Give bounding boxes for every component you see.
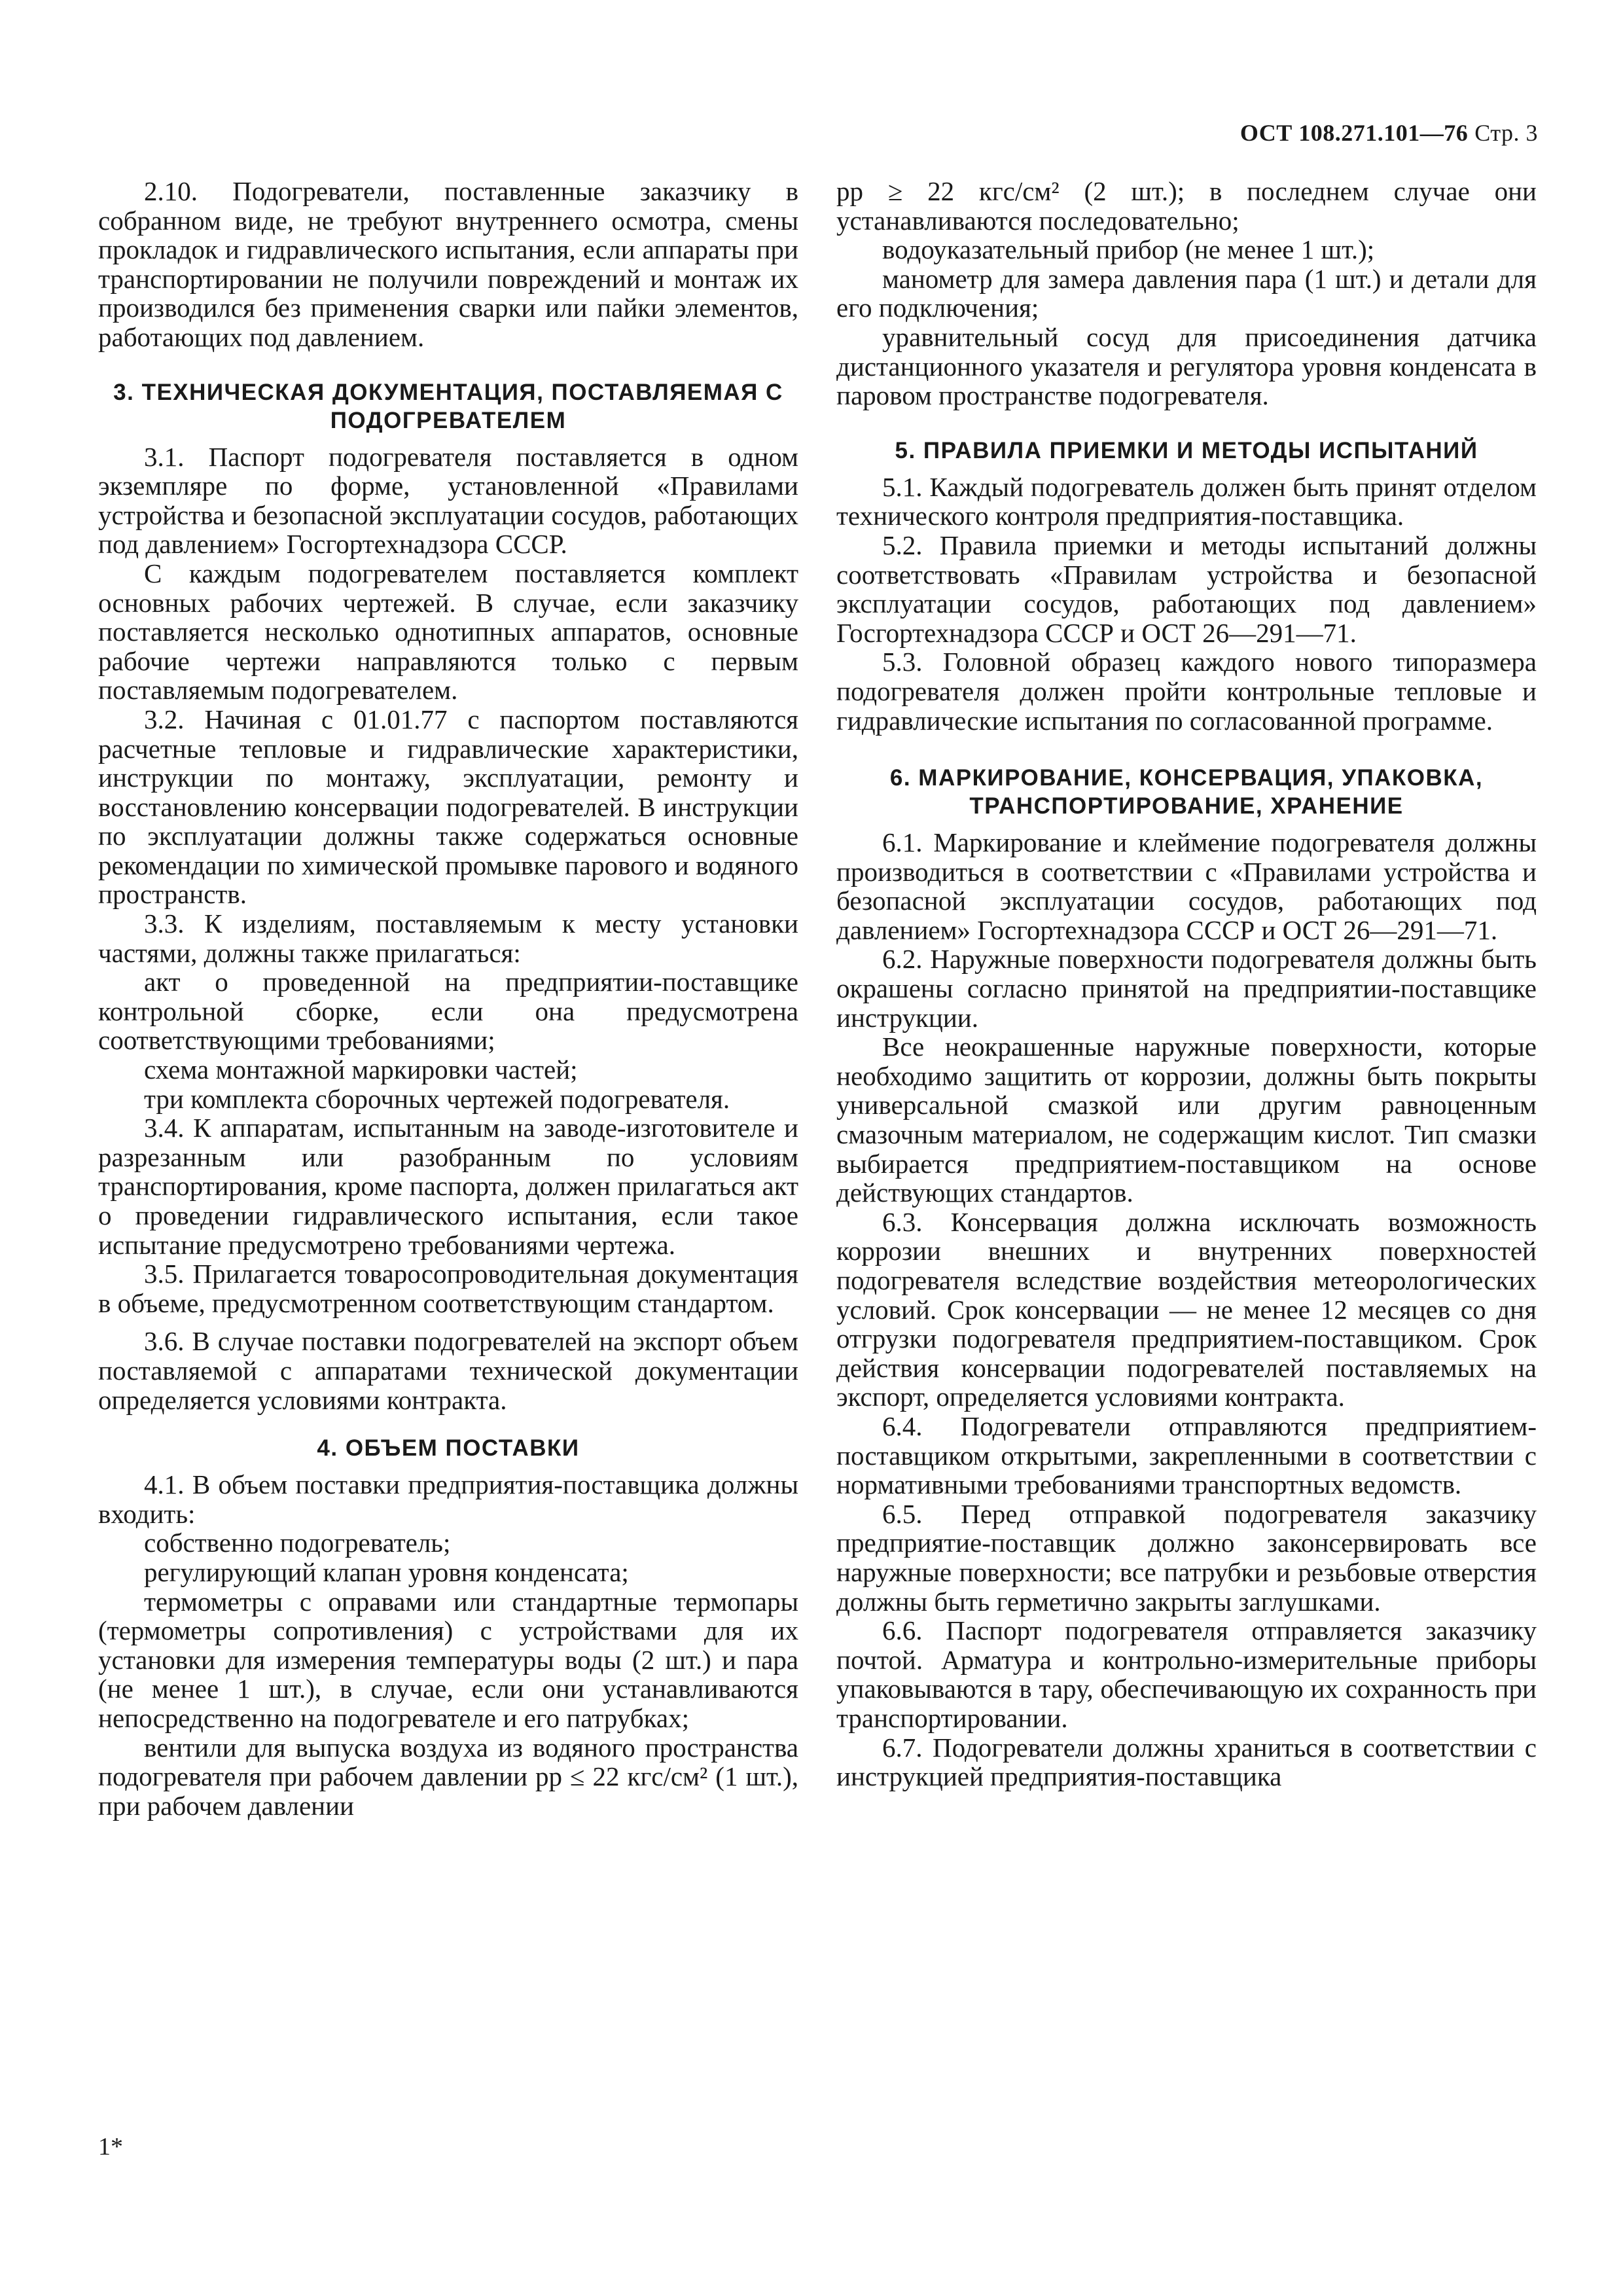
paragraph-3-5: 3.5. Прилагается товаросопроводительная документация в объеме, предусмотренном соответствующим стандартом. <box>98 1259 798 1318</box>
paragraph-2-10: 2.10. Подогреватели, поставленные заказчику в собранном виде, не требуют внутреннего осмотра, смены прокладок и гидравлического испытания, если аппараты при транспортировании не получили повреждений и монтаж их производился без применения сварки или пайки элементов, работающих под давлением. <box>98 176 798 352</box>
paragraph-6-1: 6.1. Маркирование и клеймение подогревателя должны производиться в соответствии с «Правилами устройства и безопасной эксплуатации сосудов, работающих под давлением» Госгортехнадзора СССР и ОСТ 26—291—71. <box>836 827 1537 945</box>
paragraph-3-3a: акт о проведенной на предприятии-поставщике контрольной сборке, если она предусмотрена соответствующими требованиями; <box>98 967 798 1056</box>
paragraph-3-1b: С каждым подогревателем поставляется комплект основных рабочих чертежей. В случае, если заказчику поставляется несколько однотипных аппаратов, основные рабочие чертежи направляются только с первым поставляемым подогревателем. <box>98 558 798 706</box>
paragraph-4-1: 4.1. В объем поставки предприятия-поставщика должны входить: <box>98 1469 798 1529</box>
section-5-heading: 5. ПРАВИЛА ПРИЕМКИ И МЕТОДЫ ИСПЫТАНИЙ <box>895 437 1478 463</box>
paragraph-3-4: 3.4. К аппаратам, испытанным на заводе-изготовителе и разрезанным или разобранным по условиям транспортирования, кроме паспорта, должен прилагаться акт о проведении гидравлического испытания, если такое испытание предусмотрено требованиями чертежа. <box>98 1113 798 1260</box>
paragraph-6-5: 6.5. Перед отправкой подогревателя заказчику предприятие-поставщик должно законсервировать все наружные поверхности; все патрубки и резьбовые отверстия должны быть герметично закрыты заглушками. <box>836 1498 1537 1617</box>
paragraph-3-3: 3.3. К изделиям, поставляемым к месту установки частями, должны также прилагаться: <box>98 908 798 968</box>
paragraph-5-3: 5.3. Головной образец каждого нового типоразмера подогревателя должен пройти контрольные тепловые и гидравлические испытания по согласованной программе. <box>836 647 1537 736</box>
page-header <box>1240 119 1538 147</box>
paragraph-4-1c: термометры с оправами или стандартные термопары (термометры сопротивления) с устройствами для их установки для измерения температуры воды (2 шт.) и пара (не менее 1 шт.), в случае, если они устанавливаются непосредственно на подогревателе и его патрубках; <box>98 1586 798 1733</box>
paragraph-3-2: 3.2. Начиная с 01.01.77 с паспортом поставляются расчетные тепловые и гидравлические характеристики, инструкции по монтажу, эксплуатации, ремонту и восстановлению консервации подогревателей. В инструкции по эксплуатации должны также содержаться основные рекомендации по химической промывке парового и водяного пространств. <box>98 704 798 910</box>
right-column <box>836 177 1537 1791</box>
paragraph-6-2: 6.2. Наружные поверхности подогревателя должны быть окрашены согласно принятой на предприятии-поставщике инструкции. <box>836 944 1537 1033</box>
paragraph-4-1d: вентили для выпуска воздуха из водяного пространства подогревателя при рабочем давлении pр ≤ 22 кгс/см² (1 шт.), при рабочем давлении <box>98 1732 798 1821</box>
paragraph-4-1a: собственно подогреватель; <box>144 1528 451 1558</box>
paragraph-6-2b: Все неокрашенные наружные поверхности, которые необходимо защитить от коррозии, должны быть покрыты универсальной смазкой или другим равноценным смазочным материалом, не содержащим кислот. Тип смазки выбирается предприятием-поставщиком на основе действующих стандартов. <box>836 1031 1537 1208</box>
paragraph-6-7: 6.7. Подогреватели должны храниться в соответствии с инструкцией предприятия-поставщика <box>836 1732 1537 1792</box>
section-4-heading: 4. ОБЪЕМ ПОСТАВКИ <box>317 1435 580 1462</box>
paragraph-6-3: 6.3. Консервация должна исключать возможность коррозии внешних и внутренних поверхностей подогревателя вследствие воздействия метеорологических условий. Срок консервации — не менее 12 месяцев со дня отгрузки подогревателя предприятием-поставщиком. Срок действия консервации подогревателей поставляемых на экспорт, определяется условиями контракта. <box>836 1206 1537 1412</box>
paragraph-5-2: 5.2. Правила приемки и методы испытаний должны соответствовать «Правилам устройства и безопасной эксплуатации сосудов, работающих под давлением» Госгортехнадзора СССР и ОСТ 26—291—71. <box>836 529 1537 648</box>
paragraph-4-1f: манометр для замера давления пара (1 шт.) и детали для его подключения; <box>836 263 1537 323</box>
paragraph-3-1: 3.1. Паспорт подогревателя поставляется в одном экземпляре по форме, установленной «Правилами устройства и безопасной эксплуатации сосудов, работающих под давлением» Госгортехнадзора СССР. <box>98 441 798 560</box>
standard-number: ОСТ 108.271.101—76 <box>1240 120 1469 146</box>
paragraph-3-3b: схема монтажной маркировки частей; <box>144 1054 578 1085</box>
paragraph-5-1: 5.1. Каждый подогреватель должен быть принят отделом технического контроля предприятия-поставщика. <box>836 471 1537 531</box>
paragraph-3-6: 3.6. В случае поставки подогревателей на экспорт объем поставляемой с аппаратами технической документации определяется условиями контракта. <box>98 1326 798 1415</box>
section-6-heading: 6. МАРКИРОВАНИЕ, КОНСЕРВАЦИЯ, УПАКОВКА, ТРАНСПОРТИРОВАНИЕ, ХРАНЕНИЕ <box>889 765 1484 819</box>
paragraph-4-1g: уравнительный сосуд для присоединения датчика дистанционного указателя и регулятора уровня конденсата в паровом пространстве подогревателя. <box>836 321 1537 411</box>
paragraph-3-3c: три комплекта сборочных чертежей подогревателя. <box>144 1083 730 1114</box>
section-3-heading: 3. ТЕХНИЧЕСКАЯ ДОКУМЕНТАЦИЯ, ПОСТАВЛЯЕМАЯ С ПОДОГРЕВАТЕЛЕМ <box>113 379 783 433</box>
left-column <box>98 177 798 1820</box>
paragraph-4-1b: регулирующий клапан уровня конденсата; <box>144 1556 629 1587</box>
paragraph-6-6: 6.6. Паспорт подогревателя отправляется заказчику почтой. Арматура и контрольно-измерительные приборы упаковываются в тару, обеспечивающую их сохранность при транспортировании. <box>836 1615 1537 1733</box>
paragraph-6-4: 6.4. Подогреватели отправляются предприятием-поставщиком открытыми, закрепленными в соответствии с нормативными требованиями транспортных ведомств. <box>836 1410 1537 1500</box>
signature-mark: 1* <box>98 2133 123 2161</box>
paragraph-4-1d-continued: pр ≥ 22 кгс/см² (2 шт.); в последнем случае они устанавливаются последовательно; <box>836 176 1537 236</box>
page-number: Стр. 3 <box>1474 120 1538 146</box>
paragraph-4-1e: водоуказательный прибор (не менее 1 шт.); <box>882 234 1375 265</box>
